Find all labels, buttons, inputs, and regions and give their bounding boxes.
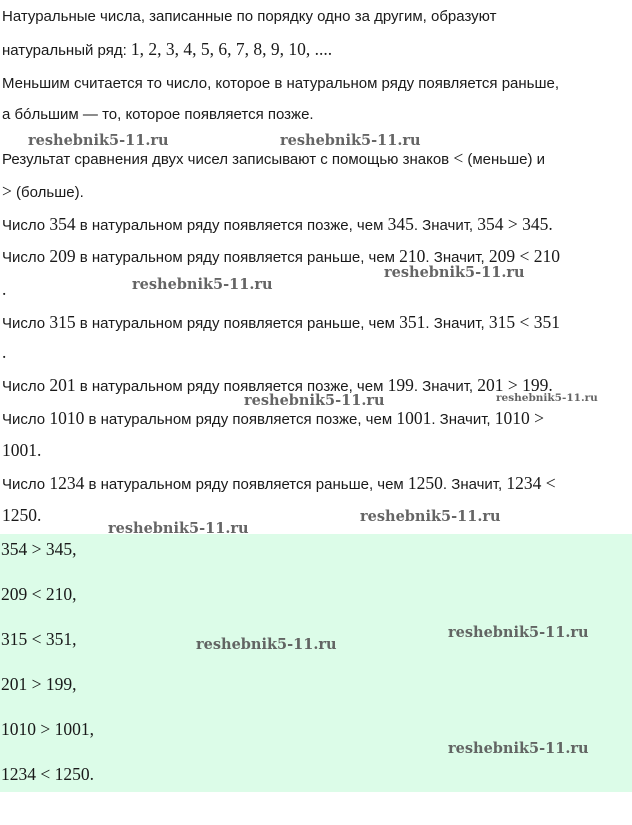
example-text: . Значит, <box>442 476 507 493</box>
answer-line: 354 > 345, <box>1 539 77 559</box>
answer-line: 209 < 210, <box>1 584 77 604</box>
intro-line-1: Натуральные числа, записанные по порядку одно за другим, образуют <box>2 8 497 25</box>
example-relation: 201 > 199. <box>477 375 553 395</box>
intro-line-3: Меньшим считается то число, которое в натуральном ряду появляется раньше, <box>2 75 560 92</box>
example-text: Число <box>2 411 50 428</box>
answer-line: 201 > 199, <box>1 674 77 694</box>
example-text: . Значит, <box>425 249 489 266</box>
example-text: . Значит, <box>413 378 478 395</box>
intro-line-2-text: натуральный ряд: <box>2 42 131 59</box>
example-6-continuation: 1250. <box>2 505 42 525</box>
example-text: в натуральном ряду появляется позже, чем <box>75 217 388 234</box>
example-number: 199 <box>387 375 414 395</box>
example-number: 210 <box>399 246 426 266</box>
example-relation: 1010 > <box>494 408 544 428</box>
example-1 <box>2 213 553 237</box>
example-number: 1250 <box>407 473 443 493</box>
example-3 <box>2 311 560 335</box>
intro-line-5 <box>2 147 545 171</box>
example-relation: 209 < 210 <box>488 246 560 266</box>
example-relation: 1234 < <box>506 473 556 493</box>
example-text: Число <box>2 217 50 234</box>
intro-line-6 <box>2 180 84 204</box>
natural-series: 1, 2, 3, 4, 5, 6, 7, 8, 9, 10, .... <box>130 39 333 59</box>
watermark: reshebnik5-11.ru <box>448 624 589 641</box>
example-text: Число <box>2 249 50 266</box>
answer-line: 315 < 351, <box>1 629 77 649</box>
example-number: 1010 <box>49 408 85 428</box>
example-text: в натуральном ряду появляется позже, чем <box>75 378 388 395</box>
example-text: . Значит, <box>431 411 495 428</box>
example-number: 1001 <box>396 408 432 428</box>
intro-line-6-tail: (больше). <box>11 184 84 201</box>
intro-line-4: а бóльшим — то, которое появляется позже. <box>2 106 314 123</box>
example-relation: 354 > 345. <box>477 214 553 234</box>
watermark: reshebnik5-11.ru <box>384 264 525 281</box>
greater-sign: > <box>2 181 12 201</box>
example-text: Число <box>2 476 50 493</box>
example-number: 201 <box>49 375 76 395</box>
example-text: в натуральном ряду появляется раньше, чем <box>84 476 408 493</box>
example-text: . Значит, <box>413 217 478 234</box>
watermark: reshebnik5-11.ru <box>496 392 598 404</box>
example-number: 1234 <box>49 473 85 493</box>
example-number: 351 <box>399 312 426 332</box>
intro-line-5-text: Результат сравнения двух чисел записывают с помощью знаков <box>2 151 454 168</box>
watermark: reshebnik5-11.ru <box>244 392 385 409</box>
example-text: Число <box>2 378 50 395</box>
example-number: 315 <box>49 312 76 332</box>
example-5-continuation: 1001. <box>2 440 42 460</box>
answer-line: 1010 > 1001, <box>1 719 94 739</box>
example-5 <box>2 407 544 431</box>
example-number: 345 <box>387 214 414 234</box>
example-text: Число <box>2 315 50 332</box>
intro-line-5-tail: (меньше) и <box>463 151 546 168</box>
example-number: 354 <box>49 214 76 234</box>
answer-line: 1234 < 1250. <box>1 764 94 784</box>
example-text: в натуральном ряду появляется раньше, чем <box>75 315 400 332</box>
example-2-continuation: . <box>2 279 7 299</box>
watermark: reshebnik5-11.ru <box>360 508 501 525</box>
watermark: reshebnik5-11.ru <box>196 636 337 653</box>
example-text: в натуральном ряду появляется позже, чем <box>84 411 397 428</box>
less-sign: < <box>453 148 464 168</box>
example-number: 209 <box>49 246 76 266</box>
watermark: reshebnik5-11.ru <box>132 276 273 293</box>
watermark: reshebnik5-11.ru <box>28 132 169 149</box>
watermark: reshebnik5-11.ru <box>448 740 589 757</box>
example-text: . Значит, <box>425 315 489 332</box>
example-6 <box>2 472 556 496</box>
example-3-continuation: . <box>2 342 7 362</box>
example-relation: 315 < 351 <box>488 312 560 332</box>
watermark: reshebnik5-11.ru <box>280 132 421 149</box>
watermark: reshebnik5-11.ru <box>108 520 249 537</box>
intro-line-2 <box>2 38 332 62</box>
example-text: в натуральном ряду появляется раньше, чем <box>75 249 400 266</box>
